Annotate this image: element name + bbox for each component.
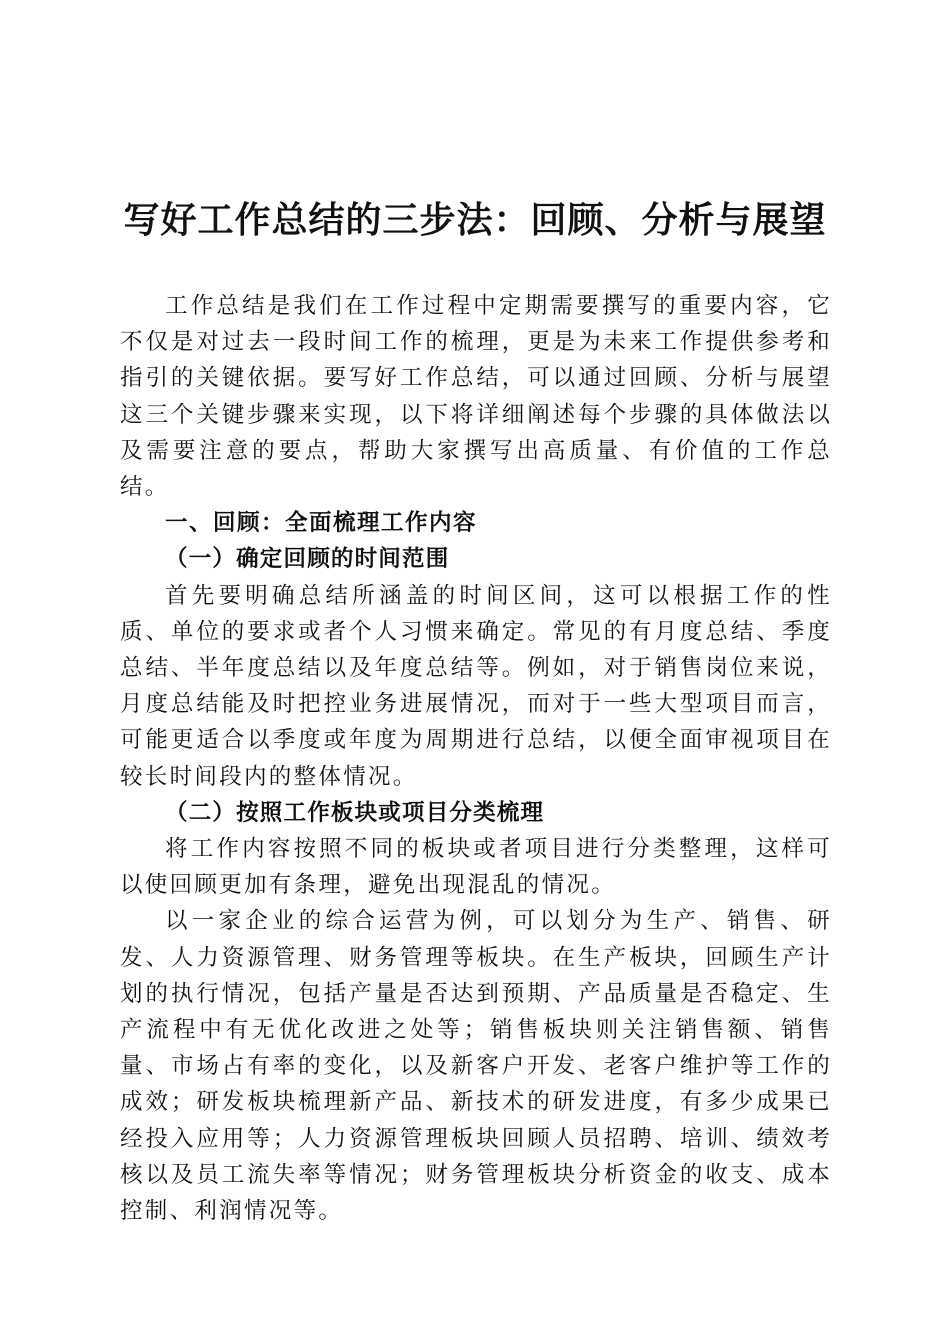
document-body [120,288,832,1229]
section-heading: 一、回顾：全面梳理工作内容 [165,510,478,537]
body-paragraph: 以一家企业的综合运营为例，可以划分为生产、销售、研发、人力资源管理、财务管理等板块。在生产板块，回顾生产计划的执行情况，包括产量是否达到预期、产品质量是否稳定、生产流程中有无优化改进之处等；销售板块则关注销售额、销售量、市场占有率的变化，以及新客户开发、老客户维护等工作的成效；研发板块梳理新产品、新技术的研发进度，有多少成果已经投入应用等；人力资源管理板块回顾人员招聘、培训、绩效考核以及员工流失率等情况；财务管理板块分析资金的收支、成本控制、利润情况等。 [120,908,832,1225]
document-title: 写好工作总结的三步法：回顾、分析与展望 [123,199,827,241]
subsection-heading: （一）确定回顾的时间范围 [165,546,450,573]
body-paragraph: 将工作内容按照不同的板块或者项目进行分类整理，这样可以使回顾更加有条理，避免出现混乱的情况。 [120,836,832,899]
subsection-heading: （二）按照工作板块或项目分类梳理 [165,799,545,826]
intro-paragraph: 工作总结是我们在工作过程中定期需要撰写的重要内容，它不仅是对过去一段时间工作的梳理，更是为未来工作提供参考和指引的关键依据。要写好工作总结，可以通过回顾、分析与展望这三个关键步骤来实现，以下将详细阐述每个步骤的具体做法以及需要注意的要点，帮助大家撰写出高质量、有价值的工作总结。 [120,293,832,501]
body-paragraph: 首先要明确总结所涵盖的时间区间，这可以根据工作的性质、单位的要求或者个人习惯来确定。常见的有月度总结、季度总结、半年度总结以及年度总结等。例如，对于销售岗位来说，月度总结能及时把控业务进展情况，而对于一些大型项目而言，可能更适合以季度或年度为周期进行总结，以便全面审视项目在较长时间段内的整体情况。 [120,582,832,790]
